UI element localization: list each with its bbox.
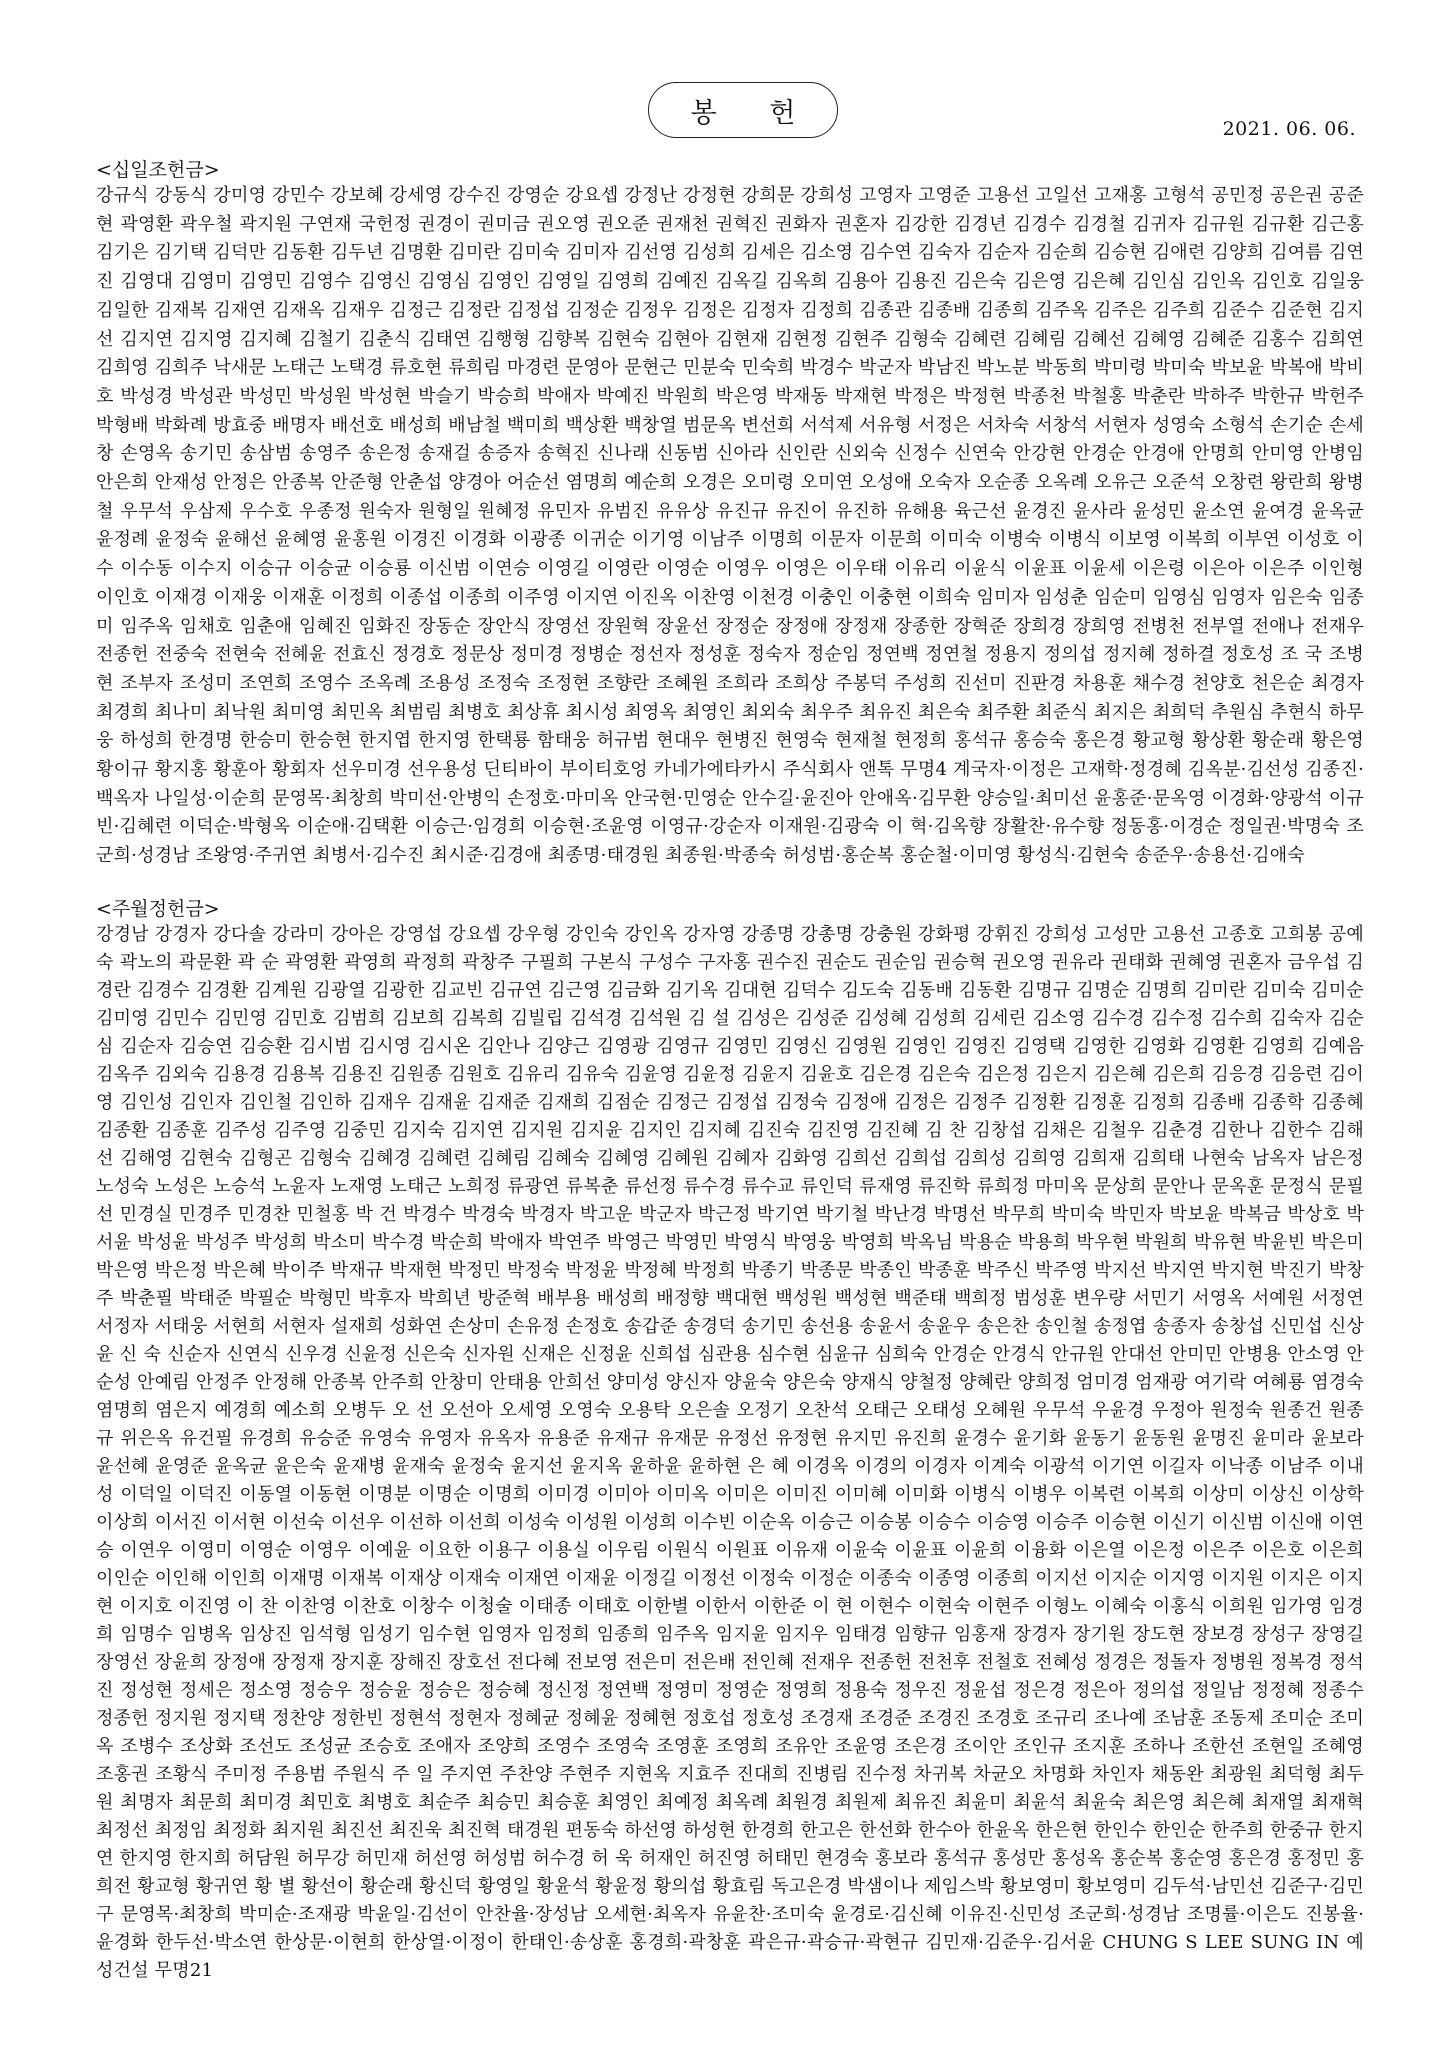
section-heading: <십일조헌금>	[96, 159, 220, 181]
donor-list: 강경남 강경자 강다솔 강라미 강아은 강영섭 강요셉 강우형 강인숙 강인옥 강자영 강종명 강총명 강충원 강화평 강휘진 강희성 고성만 고용선 고종호 고희봉 공예숙 곽노의 곽문환 곽 순 곽영환 곽영희 곽정희 곽창주 구필희 구본식 구성수 구자홍 권수진 권순도 권순임 권승혁 권오영 권유라 권태화 권혜영 권혼자 금우섭 김경란 김경수 김경환 김계원 김광열 김광한 김교빈 김규연 김근영 김금화 김기옥 김대현 김덕수 김도숙 김동배 김동환 김명규 김명순 김명희 김미란 김미숙 김미순 김미영 김민수 김민영 김민호 김범희 김보희 김복희 김빌립 김석경 김석원 김 설 김성은 김성준 김성혜 김성희 김세린 김소영 김수경 김수정 김수희 김숙자 김순심 김순자 김승연 김승환 김시범 김시영 김시온 김안나 김양근 김영광 김영규 김영민 김영신 김영원 김영인 김영진 김영택 김영한 김영화 김영환 김영희 김예음 김옥주 김외숙 김용경 김용복 김용진 김원종 김원호 김유리 김유숙 김윤영 김윤정 김윤지 김윤호 김은경 김은숙 김은정 김은지 김은혜 김은희 김응경 김응련 김이영 김인성 김인자 김인철 김인하 김재우 김재윤 김재준 김재희 김점순 김정근 김정섭 김정숙 김정애 김정은 김정주 김정환 김정훈 김정희 김종배 김종학 김종혜 김종환 김종훈 김주성 김주영 김중민 김지숙 김지연 김지원 김지윤 김지인 김지혜 김진숙 김진영 김진혜 김 찬 김창섭 김채은 김철우 김춘경 김한나 김한수 김해선 김해영 김현숙 김형곤 김형숙 김혜경 김혜련 김혜림 김혜숙 김혜영 김혜원 김혜자 김화영 김희선 김희섭 김희성 김희영 김희재 김희태 나현숙 남옥자 남은정 노성숙 노성은 노승석 노윤자 노재영 노태근 노희정 류광연 류복춘 류선정 류수경 류수교 류인덕 류재영 류진학 류희정 마미옥 문상희 문안나 문옥훈 문정식 문필선 민경실 민경주 민경찬 민철홍 박 건 박경수 박경숙 박경자 박고운 박군자 박근정 박기연 박기철 박난경 박명선 박무희 박미숙 박민자 박보윤 박복금 박상호 박서윤 박성윤 박성주 박성희 박소미 박수경 박순희 박애자 박연주 박영근 박영민 박영식 박영웅 박영희 박옥님 박용순 박용희 박우현 박원희 박유현 박윤빈 박은미 박은영 박은정 박은혜 박이주 박재규 박재현 박정민 박정숙 박정윤 박정혜 박정희 박종기 박종문 박종인 박종훈 박주신 박주영 박지선 박지연 박지현 박진기 박창주 박춘필 박태준 박필순 박형민 박후자 박희년 방준혁 배부용 배성희 배정향 백대현 백성원 백성현 백준태 백희정 범성훈 변우량 서민기 서영옥 서예원 서정연 서정자 서태웅 서현희 서현자 설재희 성화연 손상미 손유정 손정호 송갑준 송경덕 송기민 송선용 송윤서 송윤우 송은찬 송인철 송정엽 송종자 송창섭 신민섭 신상윤 신 숙 신순자 신연식 신우경 신윤정 신은숙 신자원 신재은 신정윤 신희섭 심관용 심수현 심윤규 심희숙 안경순 안경식 안규원 안대선 안미민 안병용 안소영 안순성 안예림 안정주 안정해 안종복 안주희 안창미 안태용 안희선 양미성 양신자 양윤숙 양은숙 양재식 양철정 양혜란 양희정 엄미경 엄재광 여기락 여혜룡 염경숙 염명희 염은지 예경희 예소희 오병두 오 선 오선아 오세영 오영숙 오용탁 오은솔 오정기 오찬석 오태근 오태성 오혜원 우무석 우윤경 우정아 원정숙 원종건 원종규 위은옥 유건필 유경희 유승준 유영숙 유영자 유옥자 유용준 유재규 유재문 유정선 유정현 유지민 유진희 윤경수 윤기화 윤동기 윤동원 윤명진 윤미라 윤보라 윤선혜 윤영준 윤옥균 윤은숙 윤재병 윤재숙 윤정숙 윤지선 윤지옥 윤하윤 윤하현 은 혜 이경옥 이경의 이경자 이계숙 이광석 이기연 이길자 이낙종 이남주 이내성 이덕일 이덕진 이동열 이동현 이명분 이명순 이명희 이미경 이미아 이미옥 이미은 이미진 이미혜 이미화 이병식 이병우 이복련 이복희 이상미 이상신 이상학 이상희 이서진 이서현 이선숙 이선우 이선하 이선희 이성숙 이성원 이성희 이수빈 이순옥 이승근 이승봉 이승수 이승영 이승주 이승현 이신기 이신범 이신애 이연승 이연우 이영미 이영순 이영우 이예윤 이요한 이용구 이용실 이우림 이원식 이원표 이유재 이윤숙 이윤표 이윤희 이융화 이은열 이은정 이은주 이은호 이은희 이인순 이인해 이인희 이재명 이재복 이재상 이재숙 이재연 이재윤 이정길 이정선 이정숙 이정순 이종숙 이종영 이종희 이지선 이지순 이지영 이지원 이지은 이지현 이지호 이진영 이 찬 이찬영 이찬호 이창수 이청술 이태종 이태호 이한별 이한서 이한준 이 현 이현수 이현숙 이현주 이형노 이혜숙 이홍식 이희원 임가영 임경희 임명수 임병옥 임상진 임석형 임성기 임수현 임영자 임정희 임종희 임주옥 임지윤 임지우 임태경 임향규 임홍재 장경자 장기원 장도현 장보경 장성구 장영길 장영선 장윤희 장정애 장정재 장지훈 장해진 장호선 전다혜 전보영 전은미 전은배 전인혜 전재우 전종헌 전천후 전철호 전혜성 정경은 정돌자 정병원 정복경 정석진 정성현 정세은 정소영 정승우 정승윤 정승은 정승혜 정신정 정연백 정영미 정영순 정영희 정용숙 정우진 정윤섭 정은경 정은아 정의섭 정일남 정정혜 정종수 정종헌 정지원 정지택 정찬양 정한빈 정현석 정현자 정혜균 정혜윤 정혜현 정호섭 정호성 조경재 조경준 조경진 조경호 조규리 조나예 조남훈 조동제 조미순 조미옥 조병수 조상화 조선도 조성균 조승호 조애자 조양희 조영수 조영숙 조영훈 조영희 조유안 조윤영 조은경 조이안 조인규 조지훈 조하나 조한선 조현일 조혜영 조홍권 조황식 주미정 주용범 주원식 주 일 주지연 주찬양 주현주 지현옥 지효주 진대희 진병림 진수정 차귀복 차균오 차명화 차인자 채동완 최광원 최덕형 최두원 최명자 최문희 최미경 최민호 최병호 최순주 최승민 최승훈 최영인 최예정 최옥례 최원경 최원제 최유진 최윤미 최윤석 최윤숙 최은영 최은혜 최재열 최재혁 최정선 최정임 최정화 최지원 최진선 최진욱 최진혁 태경원 편동숙 하선영 하성현 한경희 한고은 한선화 한수아 한윤옥 한은현 한인수 한인순 한주희 한중규 한지연 한지영 한지희 허담원 허무강 허민재 허선영 허성범 허수경 허 욱 허재인 허진영 허태민 현경숙 홍보라 홍석규 홍성만 홍성옥 홍순복 홍순영 홍은경 홍정민 홍희전 황교형 황귀연 황 별 황선이 황순래 황신덕 황영일 황윤석 황윤정 황의섭 황효림 독고은경 박샘이나 제임스박 황보영미 황보영미 김두석·남민선 김준구·김민구 문영목·최창희 박미순·조재광 박윤일·김선이 안찬율·장성남 오세현·최옥자 유윤찬·조미숙 윤경로·김신혜 이유진·신민성 조군희·성경남 조명률·이은도 진봉율·윤경화 한두선·박소연 한상문·이현희 한상열·이정이 한태인·송상훈 홍경희·곽창훈 곽은규·곽승규·곽현규 김민재·김준우·김서윤 CHUNG S LEE SUNG IN 예성건설 무명21	[96, 924, 1364, 1981]
page-title: 봉 헌	[648, 82, 838, 138]
section-heading: <주월정헌금>	[96, 898, 220, 920]
thanksgiving-section	[96, 897, 1364, 1985]
tithe-section	[96, 158, 1364, 871]
donor-list: 강규식 강동식 강미영 강민수 강보혜 강세영 강수진 강영순 강요셉 강정난 강정현 강희문 강희성 고영자 고영준 고용선 고일선 고재홍 고형석 공민정 공은권 공준현 곽영환 곽우철 곽지원 구연재 국헌정 권경이 권미금 권오영 권오준 권재천 권혁진 권화자 권혼자 김강한 김경년 김경수 김경철 김귀자 김규원 김규환 김근홍 김기은 김기택 김덕만 김동환 김두년 김명환 김미란 김미숙 김미자 김선영 김성희 김세은 김소영 김수연 김숙자 김순자 김순희 김승현 김애련 김양희 김여름 김연진 김영대 김영미 김영민 김영수 김영신 김영심 김영인 김영일 김영희 김예진 김옥길 김옥희 김용아 김용진 김은숙 김은영 김은혜 김인심 김인옥 김인호 김일웅 김일한 김재복 김재연 김재옥 김재우 김정근 김정란 김정섭 김정순 김정우 김정은 김정자 김정희 김종관 김종배 김종희 김주옥 김주은 김주희 김준수 김준현 김지선 김지연 김지영 김지혜 김철기 김춘식 김태연 김행형 김향복 김현숙 김현아 김현재 김현정 김현주 김형숙 김혜련 김혜림 김혜선 김혜영 김혜준 김홍수 김희연 김희영 김희주 낙새문 노태근 노택경 류호현 류희림 마경련 문영아 문현근 민분숙 민숙희 박경수 박군자 박남진 박노분 박동희 박미령 박미숙 박보윤 박복애 박비호 박성경 박성관 박성민 박성원 박성현 박슬기 박승희 박애자 박예진 박원희 박은영 박재동 박재현 박정은 박정현 박종천 박철홍 박춘란 박하주 박한규 박헌주 박형배 박화례 방효중 배명자 배선호 배성희 배남철 백미희 백상환 백창열 범문옥 변선희 서석제 서유형 서정은 서차숙 서창석 서현자 성영숙 소형석 손기순 손세창 손영옥 송기민 송삼범 송영주 송은정 송재걸 송증자 송혁진 신나래 신동범 신아라 신인란 신외숙 신정수 신연숙 안강현 안경순 안경애 안명희 안미영 안병임 안은희 안재성 안정은 안종복 안준형 안춘섭 양경아 어순선 염명희 예순희 오경은 오미령 오미연 오성애 오숙자 오순종 오옥례 오유근 오준석 오창련 왕란희 왕병철 우무석 우삼제 우수호 우종정 원숙자 원형일 원혜정 유민자 유범진 유유상 유진규 유진이 유진하 유해용 육근선 윤경진 윤사라 윤성민 윤소연 윤여경 윤옥균 윤정례 윤정숙 윤해선 윤혜영 윤홍원 이경진 이경화 이광종 이귀순 이기영 이남주 이명희 이문자 이문희 이미숙 이병숙 이병식 이보영 이복희 이부연 이성호 이 수 이수동 이수지 이승규 이승균 이승룡 이신범 이연승 이영길 이영란 이영순 이영우 이영은 이우태 이유리 이윤식 이윤표 이윤세 이은령 이은아 이은주 이인형 이인호 이재경 이재웅 이재훈 이정희 이종섭 이종희 이주영 이지연 이진옥 이찬영 이천경 이충인 이충현 이희숙 임미자 임성춘 임순미 임영심 임영자 임은숙 임종미 임주옥 임채호 임춘애 임혜진 임화진 장동순 장안식 장영선 장원혁 장윤선 장정순 장정애 장정재 장종한 장혁준 장희경 장희영 전병천 전부열 전애나 전재우 전종헌 전중숙 전현숙 전혜윤 전효신 정경호 정문상 정미경 정병순 정선자 정성훈 정숙자 정순임 정연백 정연철 정용지 정의섭 정지혜 정하결 정호성 조 국 조병현 조부자 조성미 조연희 조영수 조옥례 조용성 조정숙 조정현 조향란 조혜원 조희라 조희상 주봉덕 주성희 진선미 진판경 차용훈 채수경 천양호 천은순 최경자 최경희 최나미 최낙원 최미영 최민옥 최범림 최병호 최상휴 최시성 최영옥 최영인 최외숙 최우주 최유진 최은숙 최주환 최준식 최지은 최희덕 추원심 추현식 하무웅 하성희 한경명 한승미 한승현 한지엽 한지영 한택룡 함태웅 허규범 현대우 현병진 현영숙 현재철 현정희 홍석규 홍승숙 홍은경 황교형 황상환 황순래 황은영 황이규 황지홍 황훈아 황회자 선우미경 선우용성 딘티바이 부이티호엉 카네가에타카시 주식회사 앤톡 무명4 계국자·이정은 고재학·정경혜 김옥분·김선성 김종진·백옥자 나일성·이순희 문영목·최창희 박미선·안병익 손정호·마미옥 안국현·민영순 안수길·윤진아 안애옥·김무환 양승일·최미선 윤홍준·문옥영 이경화·양광석 이규빈·김혜련 이덕순·박형옥 이순애·김택환 이승근·임경희 이승현·조윤영 이영규·강순자 이재원·김광숙 이 혁·김옥향 장활찬·유수향 정동홍·이경순 정일권·박명숙 조군희·성경남 조왕영·주귀연 최병서·김수진 최시준·김경애 최종명·태경원 최종원·박종숙 허성범·홍순복 홍순철·이미영 황성식·김현숙 송준우·송용선·김애숙	[96, 185, 1364, 867]
date: 2021. 06. 06.	[1222, 118, 1356, 140]
